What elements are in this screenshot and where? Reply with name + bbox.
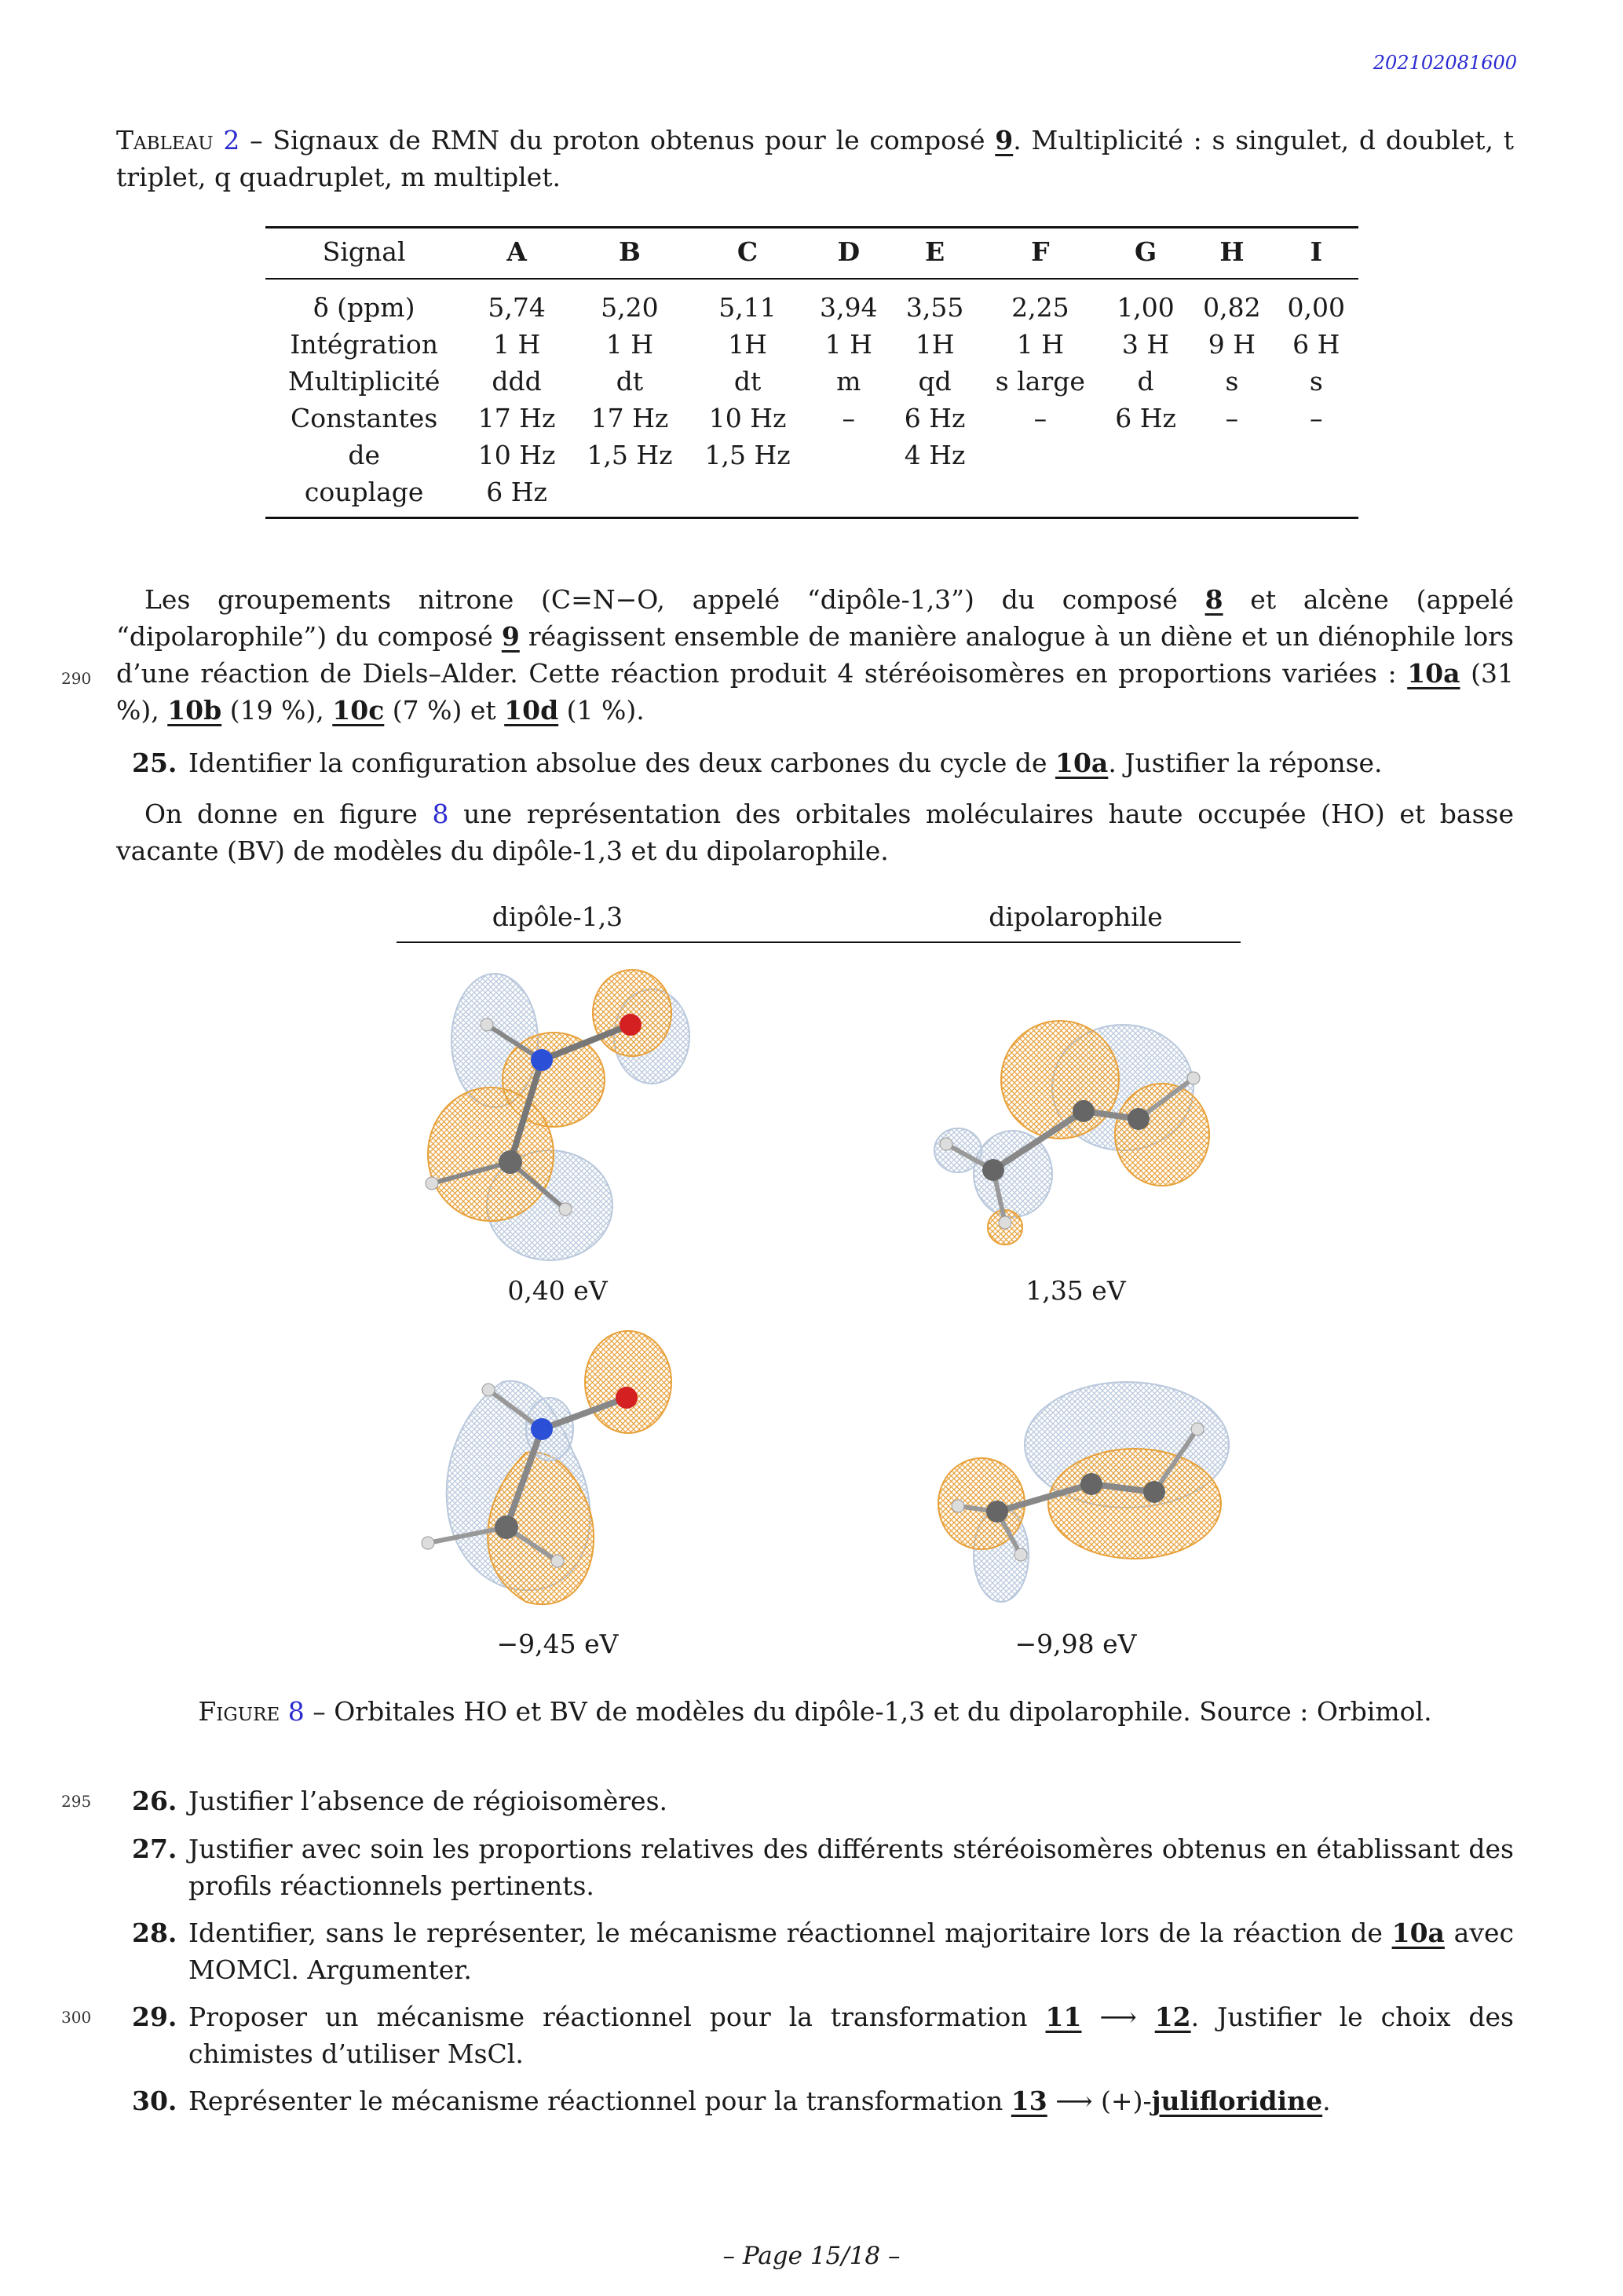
table-cell: 4 Hz: [904, 440, 966, 470]
table-cell: 5,74: [488, 292, 546, 323]
table-cell: dt: [733, 366, 762, 397]
table-cell: [571, 473, 689, 518]
table-cell: 6 H: [1292, 329, 1340, 360]
table-cell: 6 Hz: [486, 477, 547, 507]
compound-ref: 10b: [167, 695, 222, 726]
table-header-row: [265, 228, 1358, 280]
table-cell: d: [1137, 366, 1154, 397]
energy-dipole-bv: 0,40 eV: [507, 1275, 608, 1306]
table-cell: 1,5 Hz: [704, 440, 791, 470]
table-cell: 1H: [915, 329, 955, 360]
table-header-cell: F: [1031, 236, 1050, 267]
table-header-cell: G: [1134, 236, 1157, 267]
table-cell: qd: [918, 366, 952, 397]
orbital-dipolarophile-ho-image: [927, 1374, 1233, 1625]
table-header-cell: H: [1219, 236, 1245, 267]
figure-number-link[interactable]: 8: [432, 799, 449, 829]
table-cell: s large: [995, 366, 1085, 397]
table-cell: [890, 473, 978, 518]
table-cell: 3,94: [820, 292, 878, 323]
table-cell: de: [348, 440, 380, 470]
table-cell: [1274, 437, 1358, 473]
table-cell: ddd: [492, 366, 542, 397]
table-cell: [1274, 473, 1358, 518]
table-cell: [806, 437, 890, 473]
table-header-cell: Signal: [322, 236, 406, 267]
compound-ref: 10a: [1055, 748, 1109, 778]
question-29: 29. Proposer un mécanisme réactionnel pour la transformation 11 ⟶ 12. Justifier le choix des chimistes d’utiliser MsCl.: [132, 2002, 1514, 2069]
compound-ref: 9: [995, 125, 1014, 155]
table-cell: 0,82: [1203, 292, 1261, 323]
table-cell: –: [1310, 403, 1323, 433]
table-cell: dt: [616, 366, 644, 397]
table-caption: Tableau 2 – Signaux de RMN du proton obtenus pour le composé 9. Multiplicité : s singulet, d doublet, t triplet, q quadruplet, m multiplet.: [116, 125, 1514, 192]
compound-ref: julifloridine: [1151, 2086, 1323, 2116]
table-number-link[interactable]: 2: [223, 125, 240, 155]
table-cell: [1190, 437, 1274, 473]
table-cell: 2,25: [1011, 292, 1069, 323]
question-26: 26. Justifier l’absence de régioisomères.: [132, 1786, 668, 1816]
table-cell: s: [1225, 366, 1239, 397]
table-cell: [689, 473, 806, 518]
table-cell: Multiplicité: [287, 366, 440, 397]
orbital-dipole-ho-image: [408, 1319, 707, 1618]
table-row: [265, 473, 1358, 518]
table-header-cell: I: [1310, 236, 1322, 267]
table-cell: [979, 437, 1102, 473]
table-header-cell: D: [837, 236, 861, 267]
table-cell: 10 Hz: [708, 403, 787, 433]
table-cell: δ (ppm): [313, 292, 415, 323]
nmr-table: [265, 226, 1358, 519]
compound-ref: 11: [1045, 2002, 1082, 2032]
question-30: 30. Représenter le mécanisme réactionnel pour la transformation 13 ⟶ (+)-julifloridine.: [132, 2086, 1331, 2116]
table-header-cell: B: [618, 236, 641, 267]
figure-caption: Figure 8 – Orbitales HO et BV de modèles du dipôle-1,3 et du dipolarophile. Source : Orbimol.: [198, 1696, 1432, 1727]
table-cell: 1 H: [605, 329, 654, 360]
table-row: [265, 400, 1358, 437]
table-cell: 5,20: [601, 292, 659, 323]
table-cell: 1H: [728, 329, 767, 360]
compound-ref: 10a: [1391, 1918, 1445, 1948]
table-cell: 1 H: [492, 329, 541, 360]
paragraph-nitrone: Les groupements nitrone (C=N−O, appelé “dipôle-1,3”) du composé 8 et alcène (appelé “dipolarophile”) du composé 9 réagissent ensemble de manière analogue à un diène et un diénophile lors d’une réaction de Diels–Alder. Cette réaction produit 4 stéréoisomères en proportions variées : 10a (31 %), 10b (19 %), 10c (7 %) et 10d (1 %).: [116, 584, 1514, 726]
paragraph-orbitals: On donne en figure 8 une représentation des orbitales moléculaires haute occupée (HO) et basse vacante (BV) de modèles du dipôle-1,3 et du dipolarophile.: [116, 799, 1514, 866]
table-cell: 6 Hz: [904, 403, 966, 433]
compound-ref: 9: [501, 621, 520, 652]
line-number: 290: [61, 669, 92, 688]
document-code: 202102081600: [1373, 52, 1517, 74]
table-cell: couplage: [304, 477, 424, 507]
energy-dipolarophile-bv: 1,35 eV: [1025, 1275, 1126, 1306]
table-cell: [979, 473, 1102, 518]
compound-ref: 8: [1204, 584, 1223, 615]
question-28: 28. Identifier, sans le représenter, le mécanisme réactionnel majoritaire lors de la réaction de 10a avec MOMCl. Argumenter.: [132, 1918, 1514, 1985]
table-header-cell: A: [506, 236, 527, 267]
table-row: [265, 437, 1358, 473]
energy-dipolarophile-ho: −9,98 eV: [1014, 1629, 1137, 1659]
table-row: [265, 326, 1358, 363]
table-cell: [1102, 437, 1190, 473]
table-cell: 1 H: [1016, 329, 1064, 360]
figure-col-dipole: dipôle-1,3: [492, 901, 623, 932]
table-cell: 9 H: [1208, 329, 1256, 360]
page-number: – Page 15/18 –: [722, 2242, 901, 2270]
figure-col-dipolarophile: dipolarophile: [989, 901, 1163, 932]
table-cell: 3 H: [1121, 329, 1170, 360]
table-cell: [1190, 473, 1274, 518]
table-cell: –: [842, 403, 856, 433]
table-body: [265, 279, 1358, 518]
table-cell: 0,00: [1287, 292, 1346, 323]
table-cell: 17 Hz: [477, 403, 556, 433]
line-number: 295: [61, 1792, 92, 1811]
compound-ref: 10a: [1407, 658, 1460, 689]
compound-ref: 12: [1154, 2002, 1191, 2032]
table-cell: 1,5 Hz: [587, 440, 673, 470]
table-cell: 5,11: [718, 292, 777, 323]
table-cell: –: [1033, 403, 1047, 433]
figure-number-link[interactable]: 8: [287, 1696, 305, 1727]
table-cell: –: [1225, 403, 1239, 433]
table-cell: 3,55: [905, 292, 964, 323]
table-cell: 10 Hz: [477, 440, 556, 470]
table-cell: Constantes: [291, 403, 438, 433]
question-27: 27. Justifier avec soin les proportions relatives des différents stéréoisomères obtenus en établissant des profils réactionnels pertinents.: [132, 1834, 1514, 1901]
table-cell: s: [1309, 366, 1323, 397]
table-cell: 1,00: [1117, 292, 1175, 323]
table-cell: [806, 473, 890, 518]
table-cell: 1 H: [824, 329, 872, 360]
table-cell: [1102, 473, 1190, 518]
table-cell: 17 Hz: [590, 403, 669, 433]
compound-ref: 13: [1011, 2086, 1047, 2116]
table-row: [265, 279, 1358, 326]
compound-ref: 10c: [332, 695, 385, 726]
table-header-cell: C: [737, 236, 758, 267]
question-25: 25. Identifier la configuration absolue des deux carbones du cycle de 10a. Justifier la réponse.: [132, 748, 1383, 778]
orbital-dipolarophile-bv-image: [927, 1017, 1233, 1276]
compound-ref: 10d: [504, 695, 559, 726]
table-cell: Intégration: [290, 329, 438, 360]
table-caption-label: Tableau: [116, 125, 214, 155]
table-header-cell: E: [925, 236, 945, 267]
table-cell: m: [836, 366, 861, 397]
table-cell: 6 Hz: [1115, 403, 1176, 433]
line-number: 300: [61, 2008, 92, 2027]
figure-header-rule: [397, 941, 1241, 943]
table-row: [265, 363, 1358, 400]
energy-dipole-ho: −9,45 eV: [496, 1629, 619, 1659]
orbital-dipole-bv-image: [408, 954, 707, 1268]
